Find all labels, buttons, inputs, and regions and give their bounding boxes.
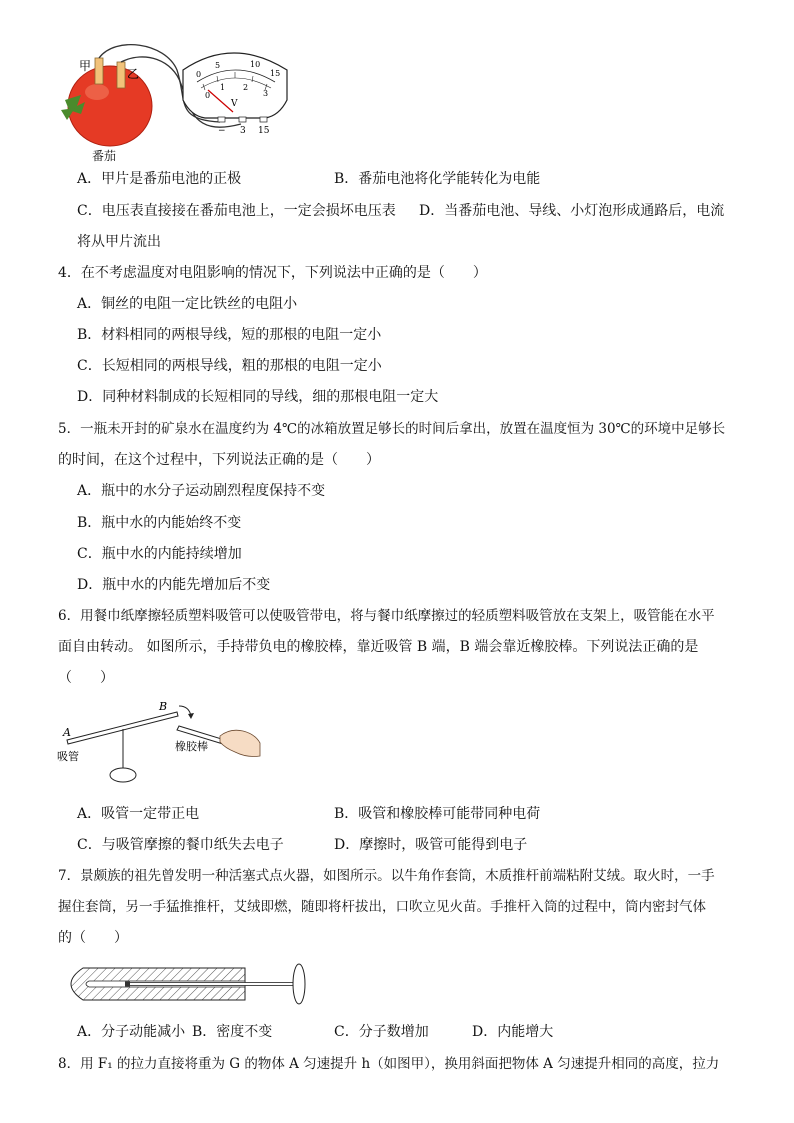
terminal-3: 3 xyxy=(240,126,246,136)
q6-option-c: C．与吸管摩擦的餐巾纸失去电子 xyxy=(77,837,284,853)
terminal-15: 15 xyxy=(258,126,270,136)
q5-option-b: B．瓶中水的内能始终不变 xyxy=(77,515,242,531)
q5-option-c: C．瓶中水的内能持续增加 xyxy=(77,546,242,562)
q5-stem-line2: 的时间，在这个过程中，下列说法正确的是（ ） xyxy=(58,452,380,468)
q8-stem-line1: 8．用 F₁ 的拉力直接将重为 G 的物体 A 匀速提升 h（如图甲），换用斜面把物体 A 匀速提升相同的高度，拉力 xyxy=(58,1056,720,1072)
q6-option-a: A．吸管一定带正电 xyxy=(77,806,200,822)
q5-option-a: A．瓶中的水分子运动剧烈程度保持不变 xyxy=(77,483,326,499)
piston-rod xyxy=(127,983,295,986)
label-a: A xyxy=(63,726,71,739)
meter-tick-bottom-2: 2 xyxy=(243,83,249,92)
q3-option-d-line1: D．当番茄电池、导线、小灯泡形成通路后，电流 xyxy=(419,203,725,219)
tomato-battery-figure xyxy=(55,40,315,165)
terminal-negative: − xyxy=(218,126,226,136)
voltmeter xyxy=(183,53,287,136)
q3-option-b: B．番茄电池将化学能转化为电能 xyxy=(334,171,541,187)
fire-piston-figure xyxy=(55,960,315,1010)
plate-jia xyxy=(95,58,103,84)
q6-option-d: D．摩擦时，吸管可能得到电子 xyxy=(334,837,528,853)
label-jia: 甲 xyxy=(79,59,92,73)
meter-tick-top-15: 15 xyxy=(270,69,281,78)
q3-option-a: A．甲片是番茄电池的正极 xyxy=(77,171,242,187)
q7-stem-line3: 的（ ） xyxy=(58,930,128,946)
q7-option-c: C．分子数增加 xyxy=(334,1024,429,1040)
tomato-caption: 番茄 xyxy=(92,149,117,163)
label-yi: 乙 xyxy=(127,67,140,81)
label-straw: 吸管 xyxy=(57,750,79,763)
meter-tick-bottom-0: 0 xyxy=(205,91,211,100)
plate-yi xyxy=(117,62,125,88)
q6-stem-line2: 面自由转动。 如图所示，手持带负电的橡胶棒，靠近吸管 B 端，B 端会靠近橡胶棒。下列说法正确的是 xyxy=(58,639,699,655)
q7-option-a: A．分子动能减小 xyxy=(77,1024,186,1040)
q4-option-d: D．同种材料制成的长短相同的导线，细的那根电阻一定大 xyxy=(77,389,439,405)
q5-stem-line1: 5．一瓶未开封的矿泉水在温度约为 4℃的冰箱放置足够长的时间后拿出，放置在温度恒为 30℃的环境中足够长 xyxy=(58,421,726,437)
q4-option-c: C．长短相同的两根导线，粗的那根的电阻一定小 xyxy=(77,358,382,374)
meter-tick-bottom-3: 3 xyxy=(263,89,269,98)
q4-stem: 4．在不考虑温度对电阻影响的情况下，下列说法中正确的是（ ） xyxy=(58,265,487,281)
meter-tick-top-5: 5 xyxy=(215,61,221,70)
q3-option-d-line2: 将从甲片流出 xyxy=(77,234,161,250)
meter-unit: V xyxy=(231,99,238,109)
q6-stem-line3: （ ） xyxy=(58,670,114,686)
q7-option-b: B．密度不变 xyxy=(192,1024,273,1040)
meter-tick-top-10: 10 xyxy=(250,60,261,69)
q6-stem-line1: 6．用餐巾纸摩擦轻质塑料吸管可以使吸管带电，将与餐巾纸摩擦过的轻质塑料吸管放在支架上，吸管能在水平 xyxy=(58,608,715,624)
straw-rod-figure xyxy=(55,698,270,798)
tinder xyxy=(125,982,130,987)
label-rod: 橡胶棒 xyxy=(175,740,208,753)
q5-option-d: D．瓶中水的内能先增加后不变 xyxy=(77,577,271,593)
q6-option-b: B．吸管和橡胶棒可能带同种电荷 xyxy=(334,806,541,822)
piston-handle xyxy=(293,964,305,1004)
q7-stem-line1: 7．景颇族的祖先曾发明一种活塞式点火器，如图所示。以牛角作套筒，木质推杆前端粘附艾绒。取火时，一手 xyxy=(58,868,715,884)
q7-stem-line2: 握住套筒，另一手猛推推杆，艾绒即燃，随即将杆拔出，口吹立见火苗。手推杆入筒的过程中，筒内密封气体 xyxy=(58,899,706,915)
label-b: B xyxy=(159,700,168,713)
hand xyxy=(220,730,260,756)
meter-tick-top-0: 0 xyxy=(196,70,202,79)
q4-option-a: A．铜丝的电阻一定比铁丝的电阻小 xyxy=(77,296,298,312)
q4-option-b: B．材料相同的两根导线，短的那根的电阻一定小 xyxy=(77,327,382,343)
q7-option-d: D．内能增大 xyxy=(472,1024,554,1040)
meter-tick-bottom-1: 1 xyxy=(220,83,226,92)
q3-option-c: C．电压表直接接在番茄电池上，一定会损坏电压表 xyxy=(77,203,396,219)
